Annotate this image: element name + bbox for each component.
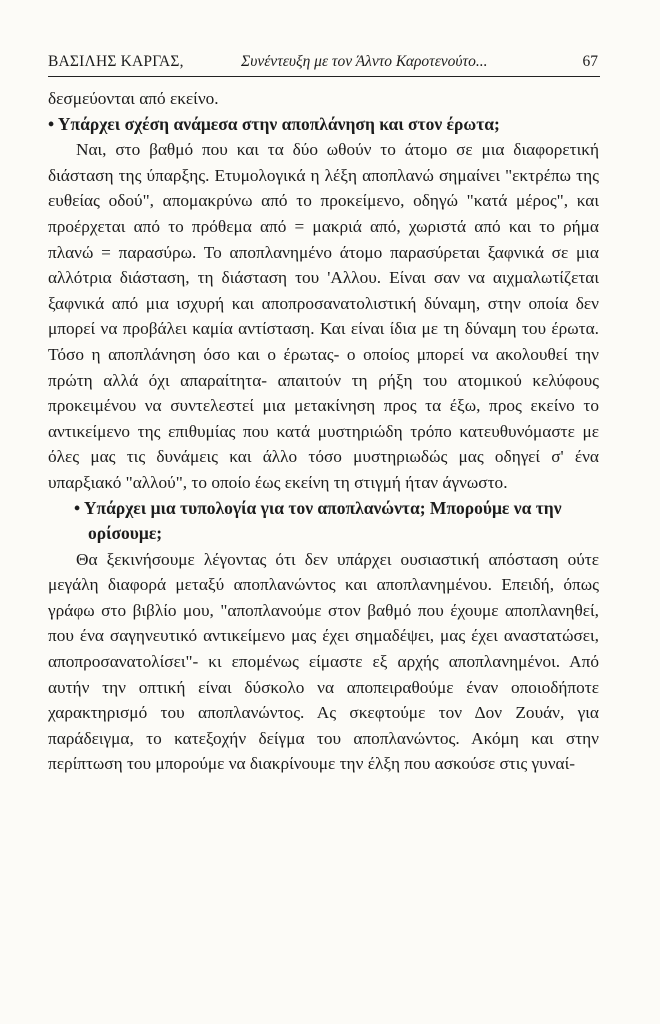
answer-paragraph-2: Θα ξεκινήσουμε λέγοντας ότι δεν υπάρχει ουσιαστική απόσταση ούτε μεγάλη διαφορά μεταξύ αποπλανώντος και αποπλανημένου. Επειδή, όπως γράφω στο βιβλίο μου, "αποπλανούμε στον βαθμό που έχουμε αποπλανηθεί, που ένα σαγηνευτικό αντικείμενο μας έχει σημαδέψει, μας έχει αναστατώσει, αποπροσανατολίσει"- κι επομένως είμαστε εξ αρχής αποπλανημένοι. Από αυτήν την οπτική είναι δύσκολο να αποπειραθούμε έναν οποιοδήποτε χαρακτηρισμό του αποπλανώντος. Ας σκεφτούμε τον Δον Ζουάν, για παράδειγμα, το κατεξοχήν δείγμα του αποπλανώντος. Ακόμη και στην περίπτωση του μπορούμε να διακρίνουμε την έλξη που ασκούσε στις γυναί- [48,549,599,774]
running-header [48,50,600,77]
page-body [48,86,599,777]
answer-paragraph-1: Ναι, στο βαθμό που και τα δύο ωθούν το άτομο σε μια διαφορετική διάσταση της ύπαρξης. Ετυμολογικά η λέξη αποπλανώ σημαίνει "εκτρέπω της ευθείας οδού", απομακρύνω από το προκείμενο, οδηγώ "κατά μέρος", και προέρχεται από το πρόθεμα από = μακριά από, χωριστά από και το ρήμα πλανώ = παρασύρω. Το αποπλανημένο άτομο παρασύρεται ξαφνικά σε μια αλλότρια διάσταση, τη διάσταση του 'Αλλου. Είναι σαν να αιχμαλωτίζεται ξαφνικά από μια ισχυρή και αποπροσανατολιστική δύναμη, στην οποία δεν μπορεί να προβάλει καμία αντίσταση. Και είναι ίδια με τη δύναμη του έρωτα. Τόσο η αποπλάνηση όσο και ο έρωτας- ο οποίος μπορεί να ακολουθεί την πρώτη αλλά όχι απαραίτητα- απαιτούν τη ρήξη του ατομικού κελύφους προκειμένου να συντελεστεί μια μετακίνηση προς τα έξω, προς εκείνο το αντικείμενο της επιθυμίας που κατά μυστηριώδη τρόπο κατευθυνόμαστε με όλες μας τις δυνάμεις και άλλο τόσο μυστηριωδώς μας οδηγεί σ' ένα υπαρξιακό "αλλού", το οποίο έως εκείνη τη στιγμή ήταν άγνωστο. [48,140,599,492]
continuation-paragraph: δεσμεύονται από εκείνο. [48,89,219,108]
interview-question-1: • Υπάρχει σχέση ανάμεσα στην αποπλάνηση και στον έρωτα; [48,113,500,134]
header-book-title: Συνέντευξη με τον Άλντο Καροτενούτο... [241,53,488,70]
page-number: 67 [582,53,598,70]
interview-question-2: • Υπάρχει μια τυπολογία για τον αποπλανώντα; Μπορούμε να την ορίσουμε; [74,497,562,544]
header-author: ΒΑΣΙΛΗΣ ΚΑΡΓΑΣ, [48,53,184,70]
